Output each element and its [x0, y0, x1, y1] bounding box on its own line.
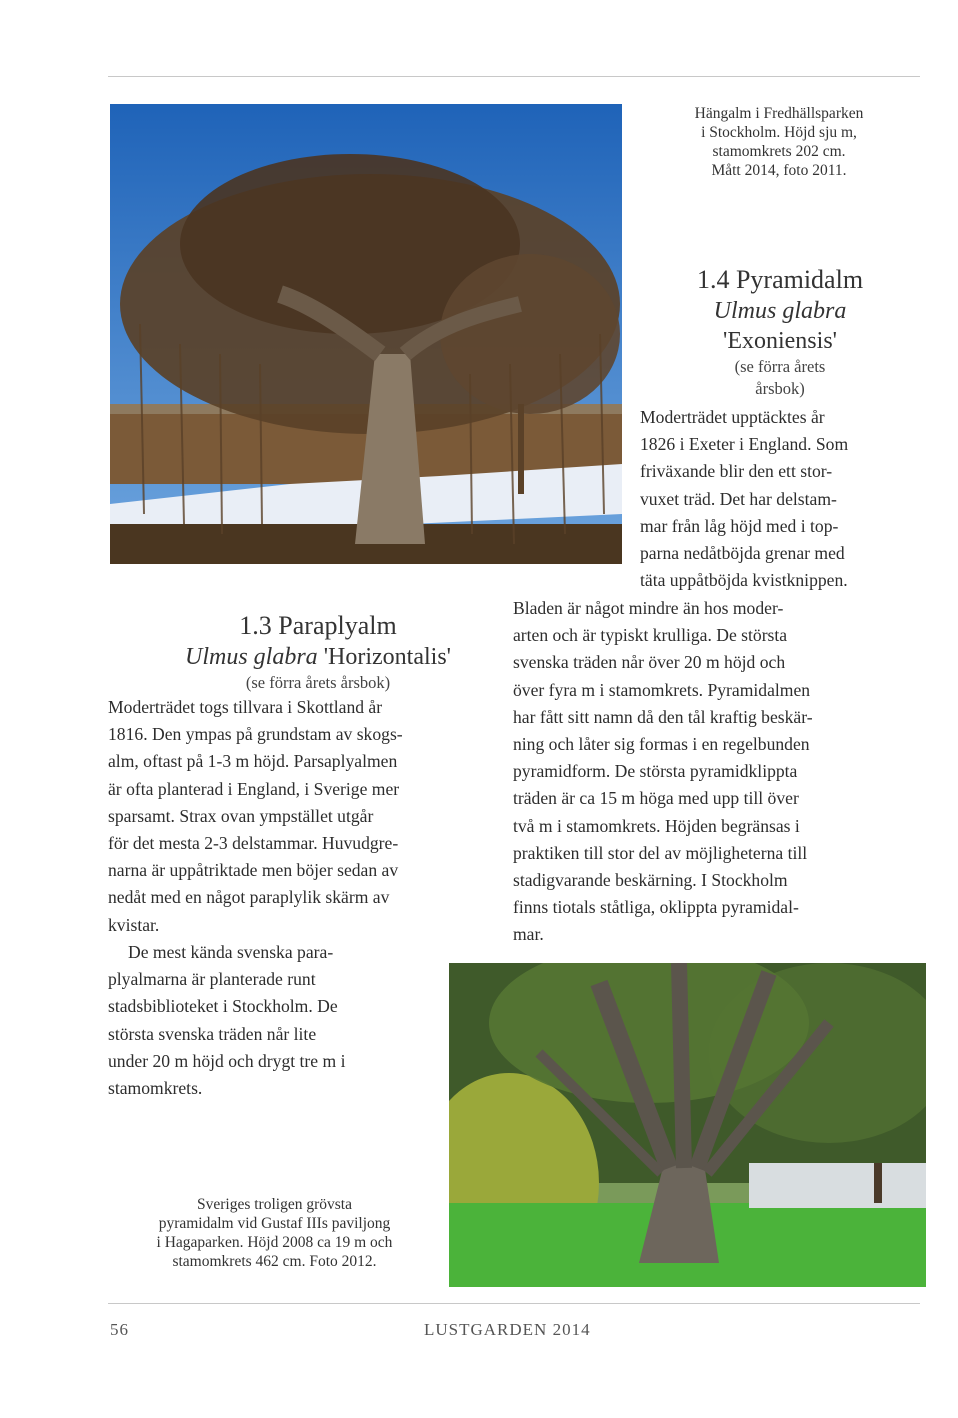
section-14-title: 1.4 Pyramidalm	[696, 265, 864, 294]
text-line: 1826 i Exeter i England. Som	[640, 434, 849, 455]
caption-line: stamomkrets 202 cm.	[712, 143, 846, 160]
page-number: 56	[110, 1320, 129, 1339]
text-line: största svenska träden når lite	[108, 1023, 317, 1044]
text-line: narna är uppåtriktade men böjer sedan av	[108, 860, 399, 881]
section-13-heading	[108, 610, 528, 694]
caption-line: Sveriges troligen grövsta	[197, 1196, 352, 1213]
caption-line: pyramidalm vid Gustaf IIIs paviljong	[158, 1215, 391, 1232]
bottom-rule	[108, 1303, 920, 1304]
text-line: täta uppåtböjda kvistknippen.	[640, 570, 848, 591]
text-line: pyramidform. De största pyramidklippta	[513, 761, 798, 782]
section-13-latin-name	[108, 642, 528, 672]
text-line: sparsamt. Strax ovan ympstället utgår	[108, 805, 374, 826]
weeping-elm-illustration	[110, 104, 622, 564]
text-line: två m i stamomkrets. Höjden begränsas i	[513, 815, 800, 836]
section-14-cultivar: 'Exoniensis'	[723, 328, 837, 354]
section-14-species: Ulmus glabra	[713, 298, 847, 324]
section-14-heading	[640, 264, 920, 400]
text-line: Moderträdet togs tillvara i Skottland år	[108, 697, 383, 717]
text-line: Bladen är något mindre än hos moder-	[513, 598, 784, 618]
text-line: nedåt med en något paraplylik skärm av	[108, 887, 390, 908]
section-13-species: Ulmus glabra	[185, 644, 318, 670]
section-14-ref-line: (se förra årets	[734, 357, 826, 376]
photo-pyramidal-elm	[449, 963, 926, 1287]
caption-line: i Hagaparken. Höjd 2008 ca 19 m och	[156, 1234, 393, 1251]
photo-2-caption	[108, 1195, 441, 1271]
pyramidal-elm-illustration	[449, 963, 926, 1287]
text-line: svenska träden når över 20 m höjd och	[513, 652, 786, 673]
text-line: stadsbiblioteket i Stockholm. De	[108, 996, 338, 1017]
caption-line: stamomkrets 462 cm. Foto 2012.	[172, 1253, 377, 1270]
text-line: 1816. Den ympas på grundstam av skogs-	[108, 724, 403, 745]
text-line: har fått sitt namn då den tål kraftig beskär-	[513, 706, 813, 727]
section-13-ref: (se förra årets årsbok)	[245, 673, 391, 692]
text-line: finns tiotals ståtliga, oklippta pyramidal-	[513, 897, 799, 918]
text-line: parna nedåtböjda grenar med	[640, 543, 845, 564]
section-13-body-second	[108, 939, 438, 1102]
text-line: kvistar.	[108, 914, 160, 935]
caption-line: i Stockholm. Höjd sju m,	[701, 124, 857, 141]
text-line: friväxande blir den ett stor-	[640, 461, 833, 482]
text-line: vuxet träd. Det har delstam-	[640, 488, 837, 509]
section-13-title: 1.3 Paraplyalm	[239, 611, 397, 640]
text-line: alm, oftast på 1-3 m höjd. Parsaplyalmen	[108, 751, 398, 772]
text-line: för det mesta 2-3 delstammar. Huvudgre-	[108, 833, 399, 854]
text-line: stadigvarande beskärning. I Stockholm	[513, 870, 788, 891]
section-14-body-narrow	[640, 404, 925, 594]
section-13-cultivar: 'Horizontalis'	[323, 644, 451, 670]
photo-weeping-elm	[110, 104, 622, 564]
top-rule	[108, 76, 920, 77]
text-line: stamomkrets.	[108, 1078, 203, 1099]
section-14-ref-line: årsbok)	[755, 379, 805, 398]
text-line: arten och är typiskt krulliga. De största	[513, 625, 788, 646]
running-title: LUSTGARDEN 2014	[424, 1320, 591, 1339]
section-14-latin-name	[640, 296, 920, 326]
text-line: Moderträdet upptäcktes år	[640, 407, 825, 427]
section-13-body-main	[108, 694, 498, 939]
text-line: över fyra m i stamomkrets. Pyramidalmen	[513, 679, 811, 700]
caption-line: Mått 2014, foto 2011.	[711, 162, 847, 179]
text-line: plyalmarna är planterade runt	[108, 969, 316, 990]
section-14-body-wide	[513, 595, 923, 949]
text-line: mar.	[513, 924, 544, 945]
text-line: under 20 m höjd och drygt tre m i	[108, 1050, 346, 1071]
text-line: praktiken till stor del av möjligheterna till	[513, 842, 808, 863]
text-line: träden är ca 15 m höga med upp till över	[513, 788, 799, 809]
text-line: ning och låter sig formas i en regelbunden	[513, 734, 810, 755]
text-line: är ofta planterad i England, i Sverige mer	[108, 778, 400, 799]
text-line: mar från låg höjd med i top-	[640, 515, 839, 536]
text-line: De mest kända svenska para-	[128, 942, 334, 962]
photo-1-caption	[640, 104, 918, 180]
caption-line: Hängalm i Fredhällsparken	[694, 105, 864, 122]
